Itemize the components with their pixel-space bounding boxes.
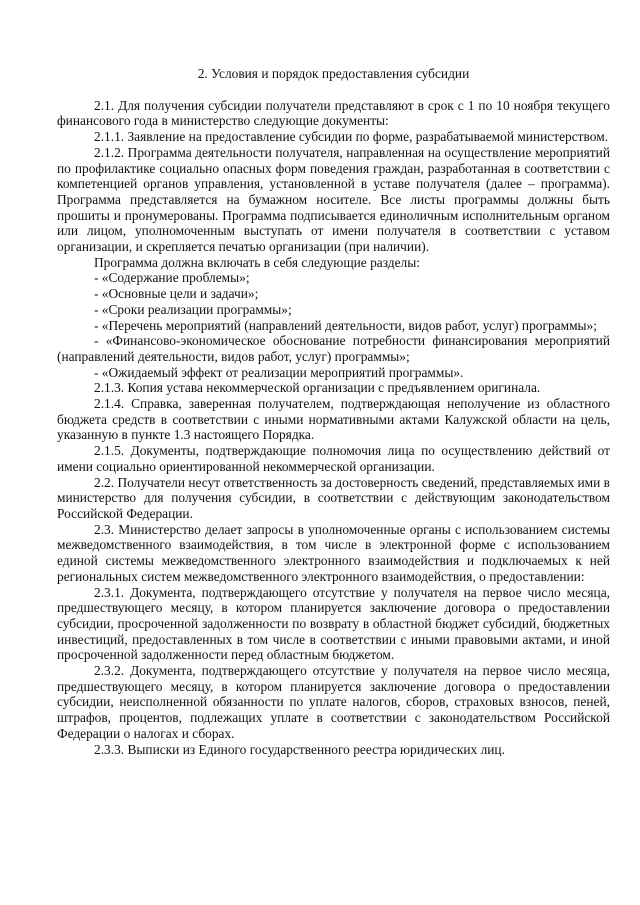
paragraph-2-2: 2.2. Получатели несут ответственность за достоверность сведений, представляемых ими в министерство для получения субсидии, в соответствии с действующим законодательством Российской Федерации.	[57, 474, 610, 521]
list-item-program-section: - «Основные цели и задачи»;	[94, 286, 259, 302]
section-title: 2. Условия и порядок предоставления субсидии	[197, 66, 470, 81]
paragraph-2-3-2: 2.3.2. Документа, подтверждающего отсутствие у получателя на первое число месяца, предшествующего месяцу, в котором планируется заключение договора о предоставлении субсидии, неисполненной обязанности по уплате налогов, сборов, страховых взносов, пеней, штрафов, процентов, подлежащих уплате в соответствии с законодательством Российской Федерации о налогах и сборах.	[57, 663, 610, 741]
paragraph-2-1-5: 2.1.5. Документы, подтверждающие полномочия лица по осуществлению действий от имени социально ориентированной некоммерческой организации.	[57, 443, 610, 474]
paragraph-2-3-3: 2.3.3. Выписки из Единого государственного реестра юридических лиц.	[94, 741, 505, 757]
paragraph-2-3-1: 2.3.1. Документа, подтверждающего отсутствие у получателя на первое число месяца, предшествующего месяцу, в котором планируется заключение договора о предоставлении субсидии, просроченной задолженности по возврату в областной бюджет субсидий, бюджетных инвестиций, предоставленных в том числе в соответствии с иными правовыми актами, и иной просроченной задолженности перед областным бюджетом.	[57, 584, 610, 663]
list-item-program-section: - «Ожидаемый эффект от реализации мероприятий программы».	[94, 364, 464, 380]
document-page	[57, 66, 610, 757]
paragraph-program-sections-intro: Программа должна включать в себя следующие разделы:	[94, 254, 420, 270]
paragraph-2-3: 2.3. Министерство делает запросы в уполномоченные органы с использованием системы межведомственного взаимодействия, в том числе в электронной форме с использованием единой системы межведомственного электронного взаимодействия и подключаемых к ней региональных систем межведомственного электронного взаимодействия, о предоставлении:	[57, 521, 610, 584]
paragraph-2-1: 2.1. Для получения субсидии получатели представляют в срок с 1 по 10 ноября текущего финансового года в министерство следующие документы:	[57, 97, 610, 129]
paragraph-2-1-1: 2.1.1. Заявление на предоставление субсидии по форме, разрабатываемой министерством.	[94, 129, 609, 145]
list-item-program-section: - «Сроки реализации программы»;	[94, 301, 292, 317]
list-item-program-section: - «Содержание проблемы»;	[94, 270, 250, 286]
paragraph-2-1-3: 2.1.3. Копия устава некоммерческой организации с предъявлением оригинала.	[94, 380, 541, 396]
paragraph-2-1-4: 2.1.4. Справка, заверенная получателем, подтверждающая неполучение из областного бюджета средств в соответствии с иными нормативными актами Калужской области на цель, указанную в пункте 1.3 настоящего Порядка.	[57, 396, 610, 443]
list-item-program-section: - «Перечень мероприятий (направлений деятельности, видов работ, услуг) программы»;	[94, 317, 597, 333]
paragraph-2-1-2: 2.1.2. Программа деятельности получателя, направленная на осуществление мероприятий по профилактике социально опасных форм поведения граждан, разработанная в соответствии с компетенцией органов управления, установленной в уставе получателя (далее – программа). Программа представляется на бумажном носителе. Все листы программы должны быть прошиты и пронумерованы. Программа подписывается единоличным исполнительным органом или лицом, уполномоченным выступать от имени получателя в соответствии с уставом организации, и скрепляется печатью организации (при наличии).	[57, 144, 610, 255]
list-item-program-section: - «Финансово-экономическое обоснование потребности финансирования мероприятий (направлений деятельности, видов работ, услуг) программы»;	[57, 333, 610, 364]
